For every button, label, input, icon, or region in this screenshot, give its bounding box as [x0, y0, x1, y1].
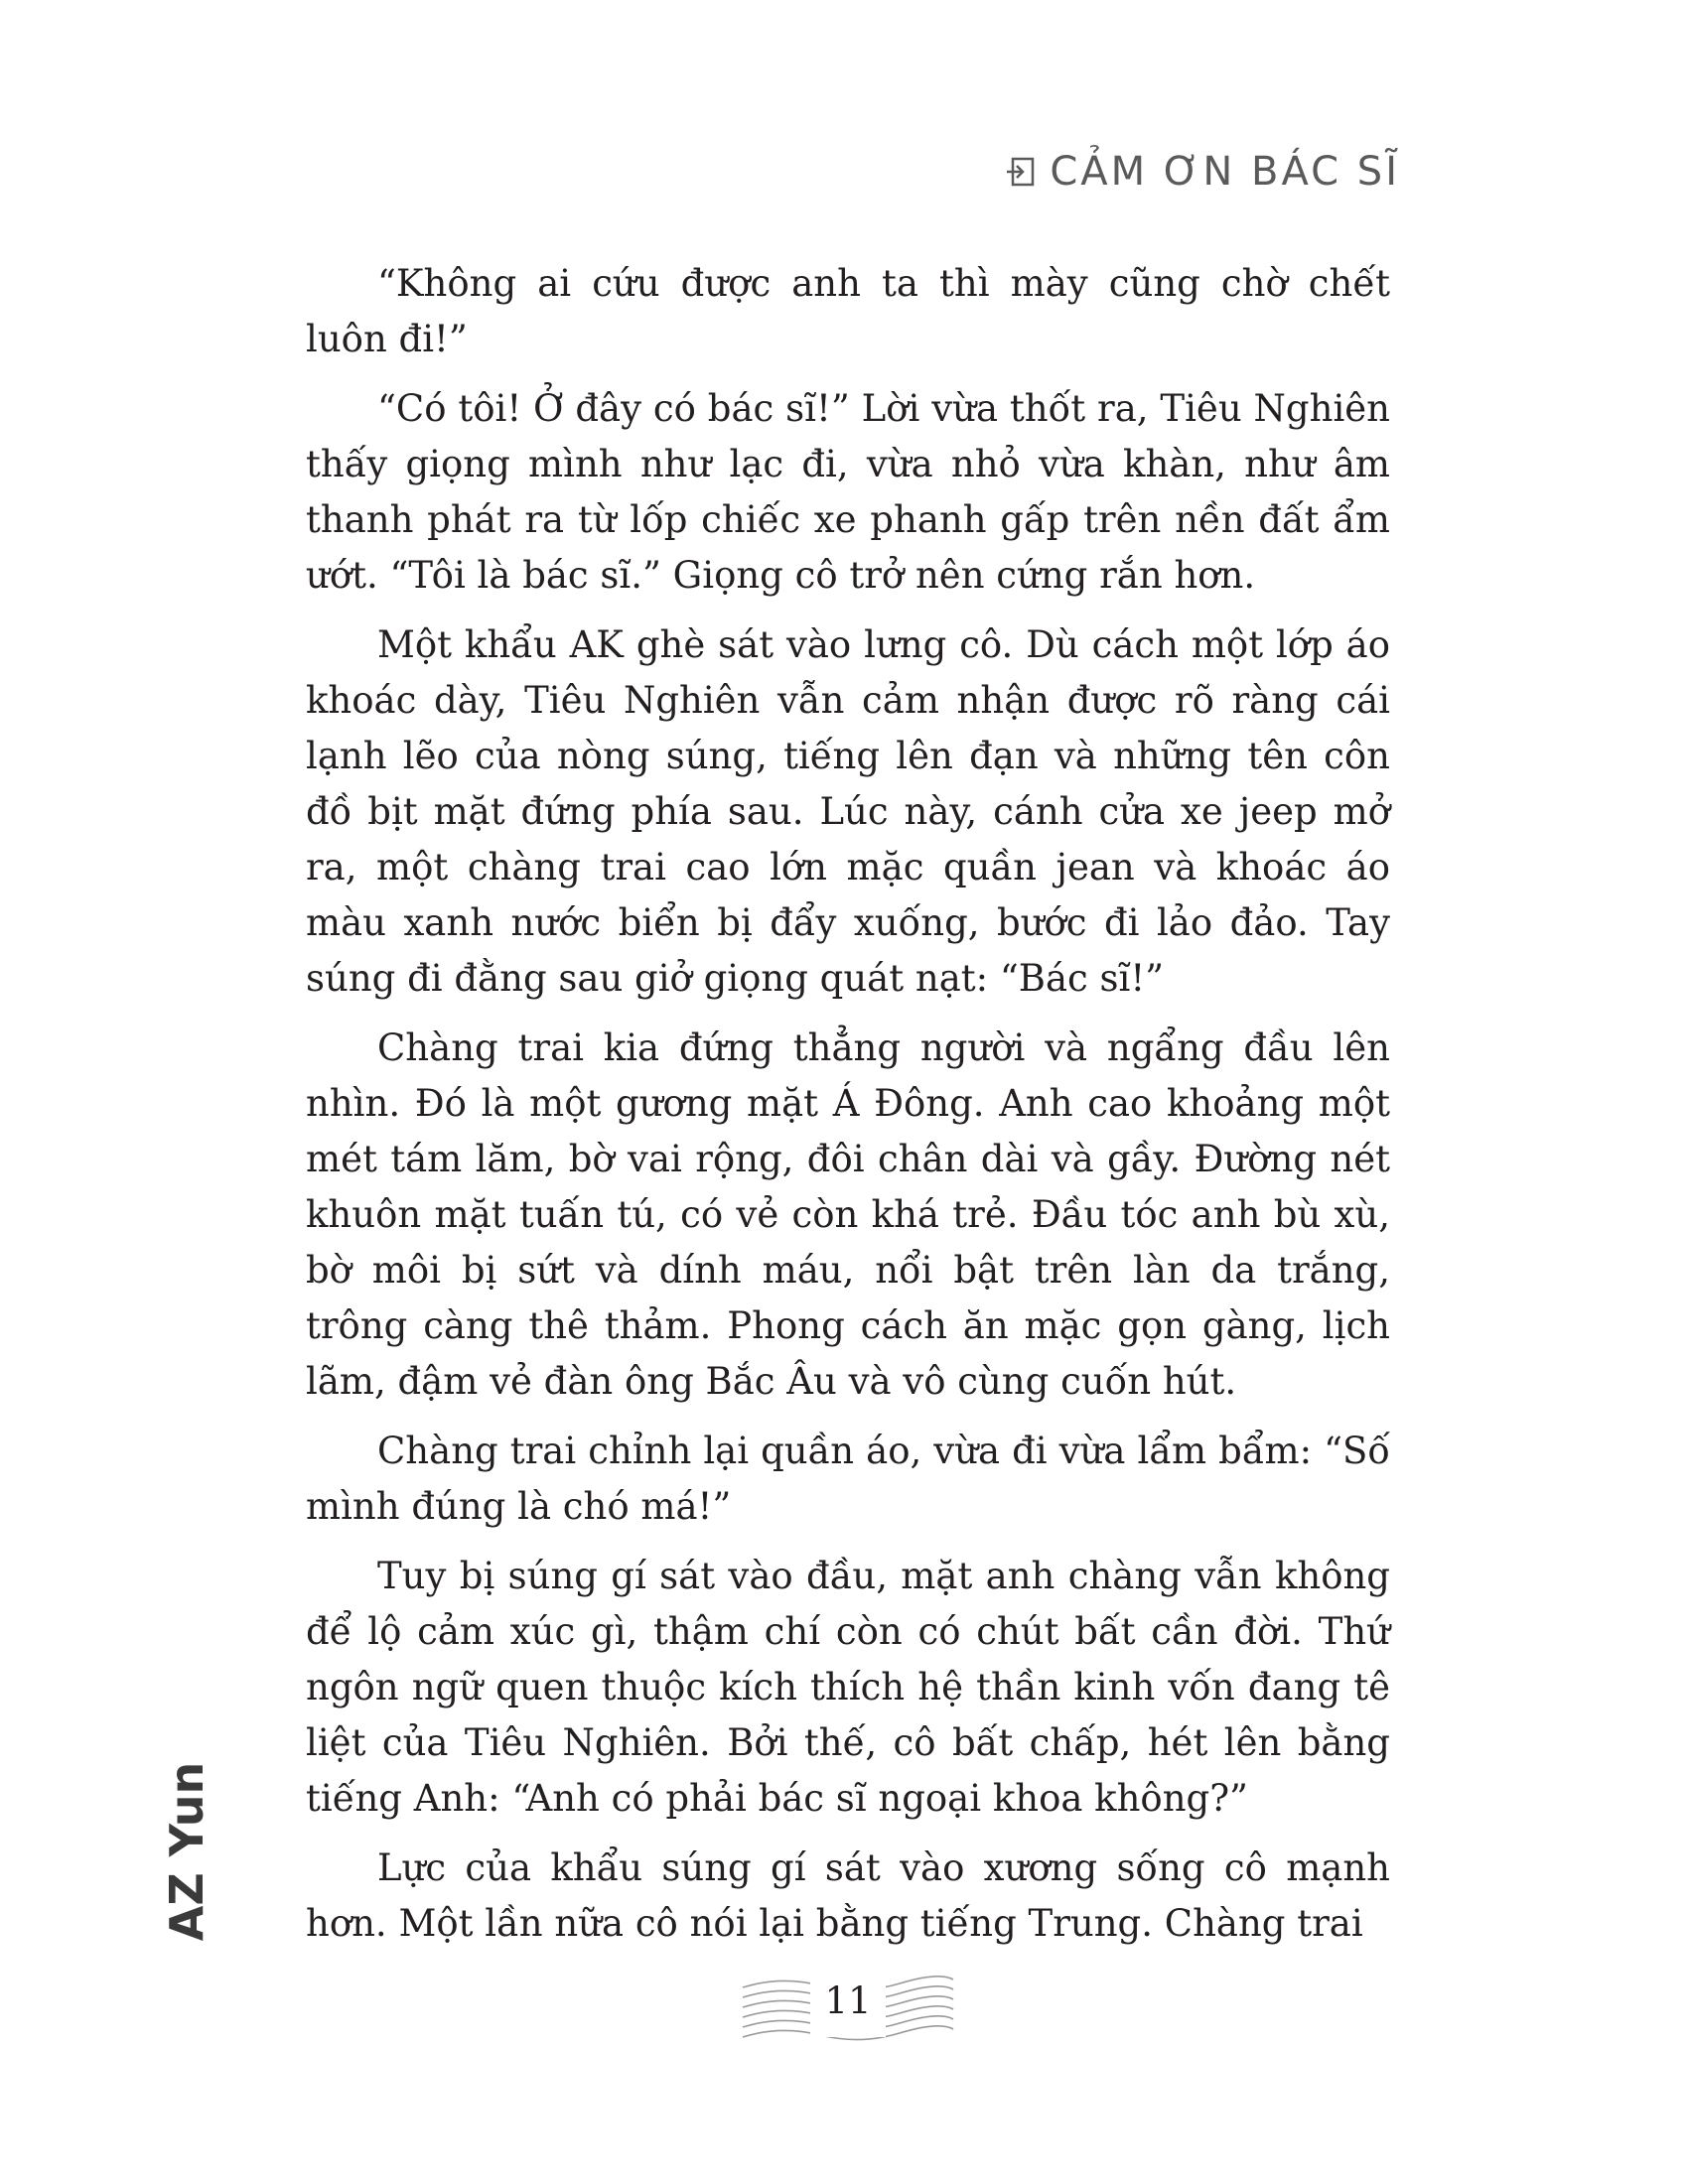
paragraph-3: Một khẩu AK ghè sát vào lưng cô. Dù cách một lớp áo khoác dày, Tiêu Nghiên vẫn cảm nhận được rõ ràng cái lạnh lẽo của nòng súng, tiếng lên đạn và những tên côn đồ bịt mặt đứng phía sau. Lúc này, cánh cửa xe jeep mở ra, một chàng trai cao lớn mặc quần jean và khoác áo màu xanh nước biển bị đẩy xuống, bước đi lảo đảo. Tay súng đi đằng sau giở giọng quát nạt: “Bác sĩ!”	[306, 623, 1390, 1000]
paragraph-5: Chàng trai chỉnh lại quần áo, vừa đi vừa lẩm bẩm: “Số mình đúng là chó má!”	[306, 1430, 1390, 1528]
paragraph-6: Tuy bị súng gí sát vào đầu, mặt anh chàng vẫn không để lộ cảm xúc gì, thậm chí còn có chút bất cần đời. Thứ ngôn ngữ quen thuộc kích thích hệ thần kinh vốn đang tê liệt của Tiêu Nghiên. Bởi thế, cô bất chấp, hét lên bằng tiếng Anh: “Anh có phải bác sĩ ngoại khoa không?”	[306, 1555, 1390, 1820]
paragraph-1: “Không ai cứu được anh ta thì mày cũng chờ chết luôn đi!”	[306, 262, 1390, 360]
body-text	[306, 256, 1390, 1966]
page-number: 11	[824, 1979, 872, 2022]
publisher-logo-text: AZ Yun	[160, 1761, 213, 1942]
running-header	[1004, 149, 1400, 195]
door-exit-icon	[1004, 155, 1038, 189]
paragraph-2: “Có tôi! Ở đây có bác sĩ!” Lời vừa thốt ra, Tiêu Nghiên thấy giọng mình như lạc đi, vừa nhỏ vừa khàn, như âm thanh phát ra từ lốp chiếc xe phanh gấp trên nền đất ẩm ướt. “Tôi là bác sĩ.” Giọng cô trở nên cứng rắn hơn.	[306, 387, 1390, 597]
paragraph-7: Lực của khẩu súng gí sát vào xương sống cô mạnh hơn. Một lần nữa cô nói lại bằng tiếng Trung. Chàng trai	[306, 1846, 1390, 1945]
paragraph-4: Chàng trai kia đứng thẳng người và ngẩng đầu lên nhìn. Đó là một gương mặt Á Đông. Anh cao khoảng một mét tám lăm, bờ vai rộng, đôi chân dài và gầy. Đường nét khuôn mặt tuấn tú, có vẻ còn khá trẻ. Đầu tóc anh bù xù, bờ môi bị sứt và dính máu, nổi bật trên làn da trắng, trông càng thê thảm. Phong cách ăn mặc gọn gàng, lịch lãm, đậm vẻ đàn ông Bắc Âu và vô cùng cuốn hút.	[306, 1026, 1390, 1403]
publisher-logo	[147, 1761, 226, 1942]
page-number-area	[741, 1966, 955, 2055]
chapter-title: CẢM ƠN BÁC SĨ	[1050, 149, 1400, 195]
